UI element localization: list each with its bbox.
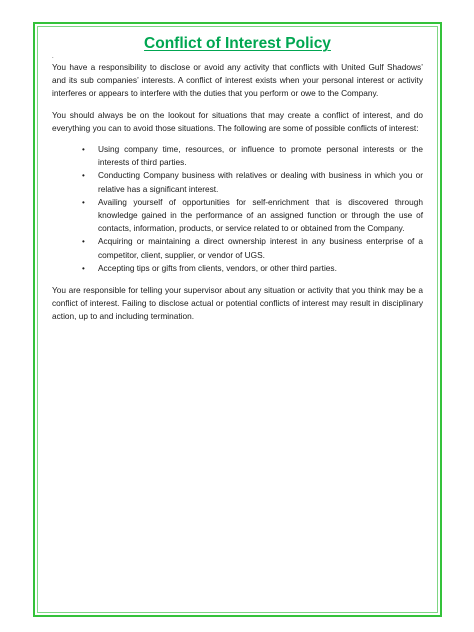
stray-mark: . [52,54,54,60]
bullet-icon: • [82,145,85,155]
list-item-text: Availing yourself of opportunities for self-enrichment that is discovered through knowledge gained in the performance of an assigned function or through the use of contacts, information, products, or service related to or obtained from the Company. [98,196,423,234]
document-body [52,34,423,324]
bullet-icon: • [82,197,85,207]
conflicts-list [52,143,423,275]
lookout-paragraph: You should always be on the lookout for situations that may create a conflict of interest, and do everything you can to avoid those situations. The following are some of possible conflicts of interest: [52,109,423,133]
list-item-text: Accepting tips or gifts from clients, vendors, or other third parties. [98,262,337,273]
bullet-icon: • [82,171,85,181]
list-item-text: Acquiring or maintaining a direct ownership interest in any business enterprise of a competitor, client, supplier, or vendor of UGS. [98,236,423,260]
list-item-text: Conducting Company business with relatives or dealing with business in which you or relative has a significant interest. [98,170,423,194]
list-item [82,235,423,261]
closing-paragraph: You are responsible for telling your supervisor about any situation or activity that you think may be a conflict of interest. Failing to disclose actual or potential conflicts of interest may result in disciplinary action, up to and including termination. [52,285,423,322]
list-item [82,143,423,169]
list-item-text: Using company time, resources, or influence to promote personal interests or the interests of third parties. [98,144,423,168]
intro-paragraph: You have a responsibility to disclose or avoid any activity that conflicts with United Gulf Shadows’ and its sub companies’ interests. A conflict of interest exists when your personal interest or activity interferes or appears to interfere with the duties that you perform or owe to the Company. [52,62,423,99]
bullet-icon: • [82,237,85,247]
bullet-icon: • [82,263,85,273]
list-item [82,262,423,275]
list-item [82,196,423,236]
list-item [82,169,423,195]
page-title: Conflict of Interest Policy [144,35,331,52]
